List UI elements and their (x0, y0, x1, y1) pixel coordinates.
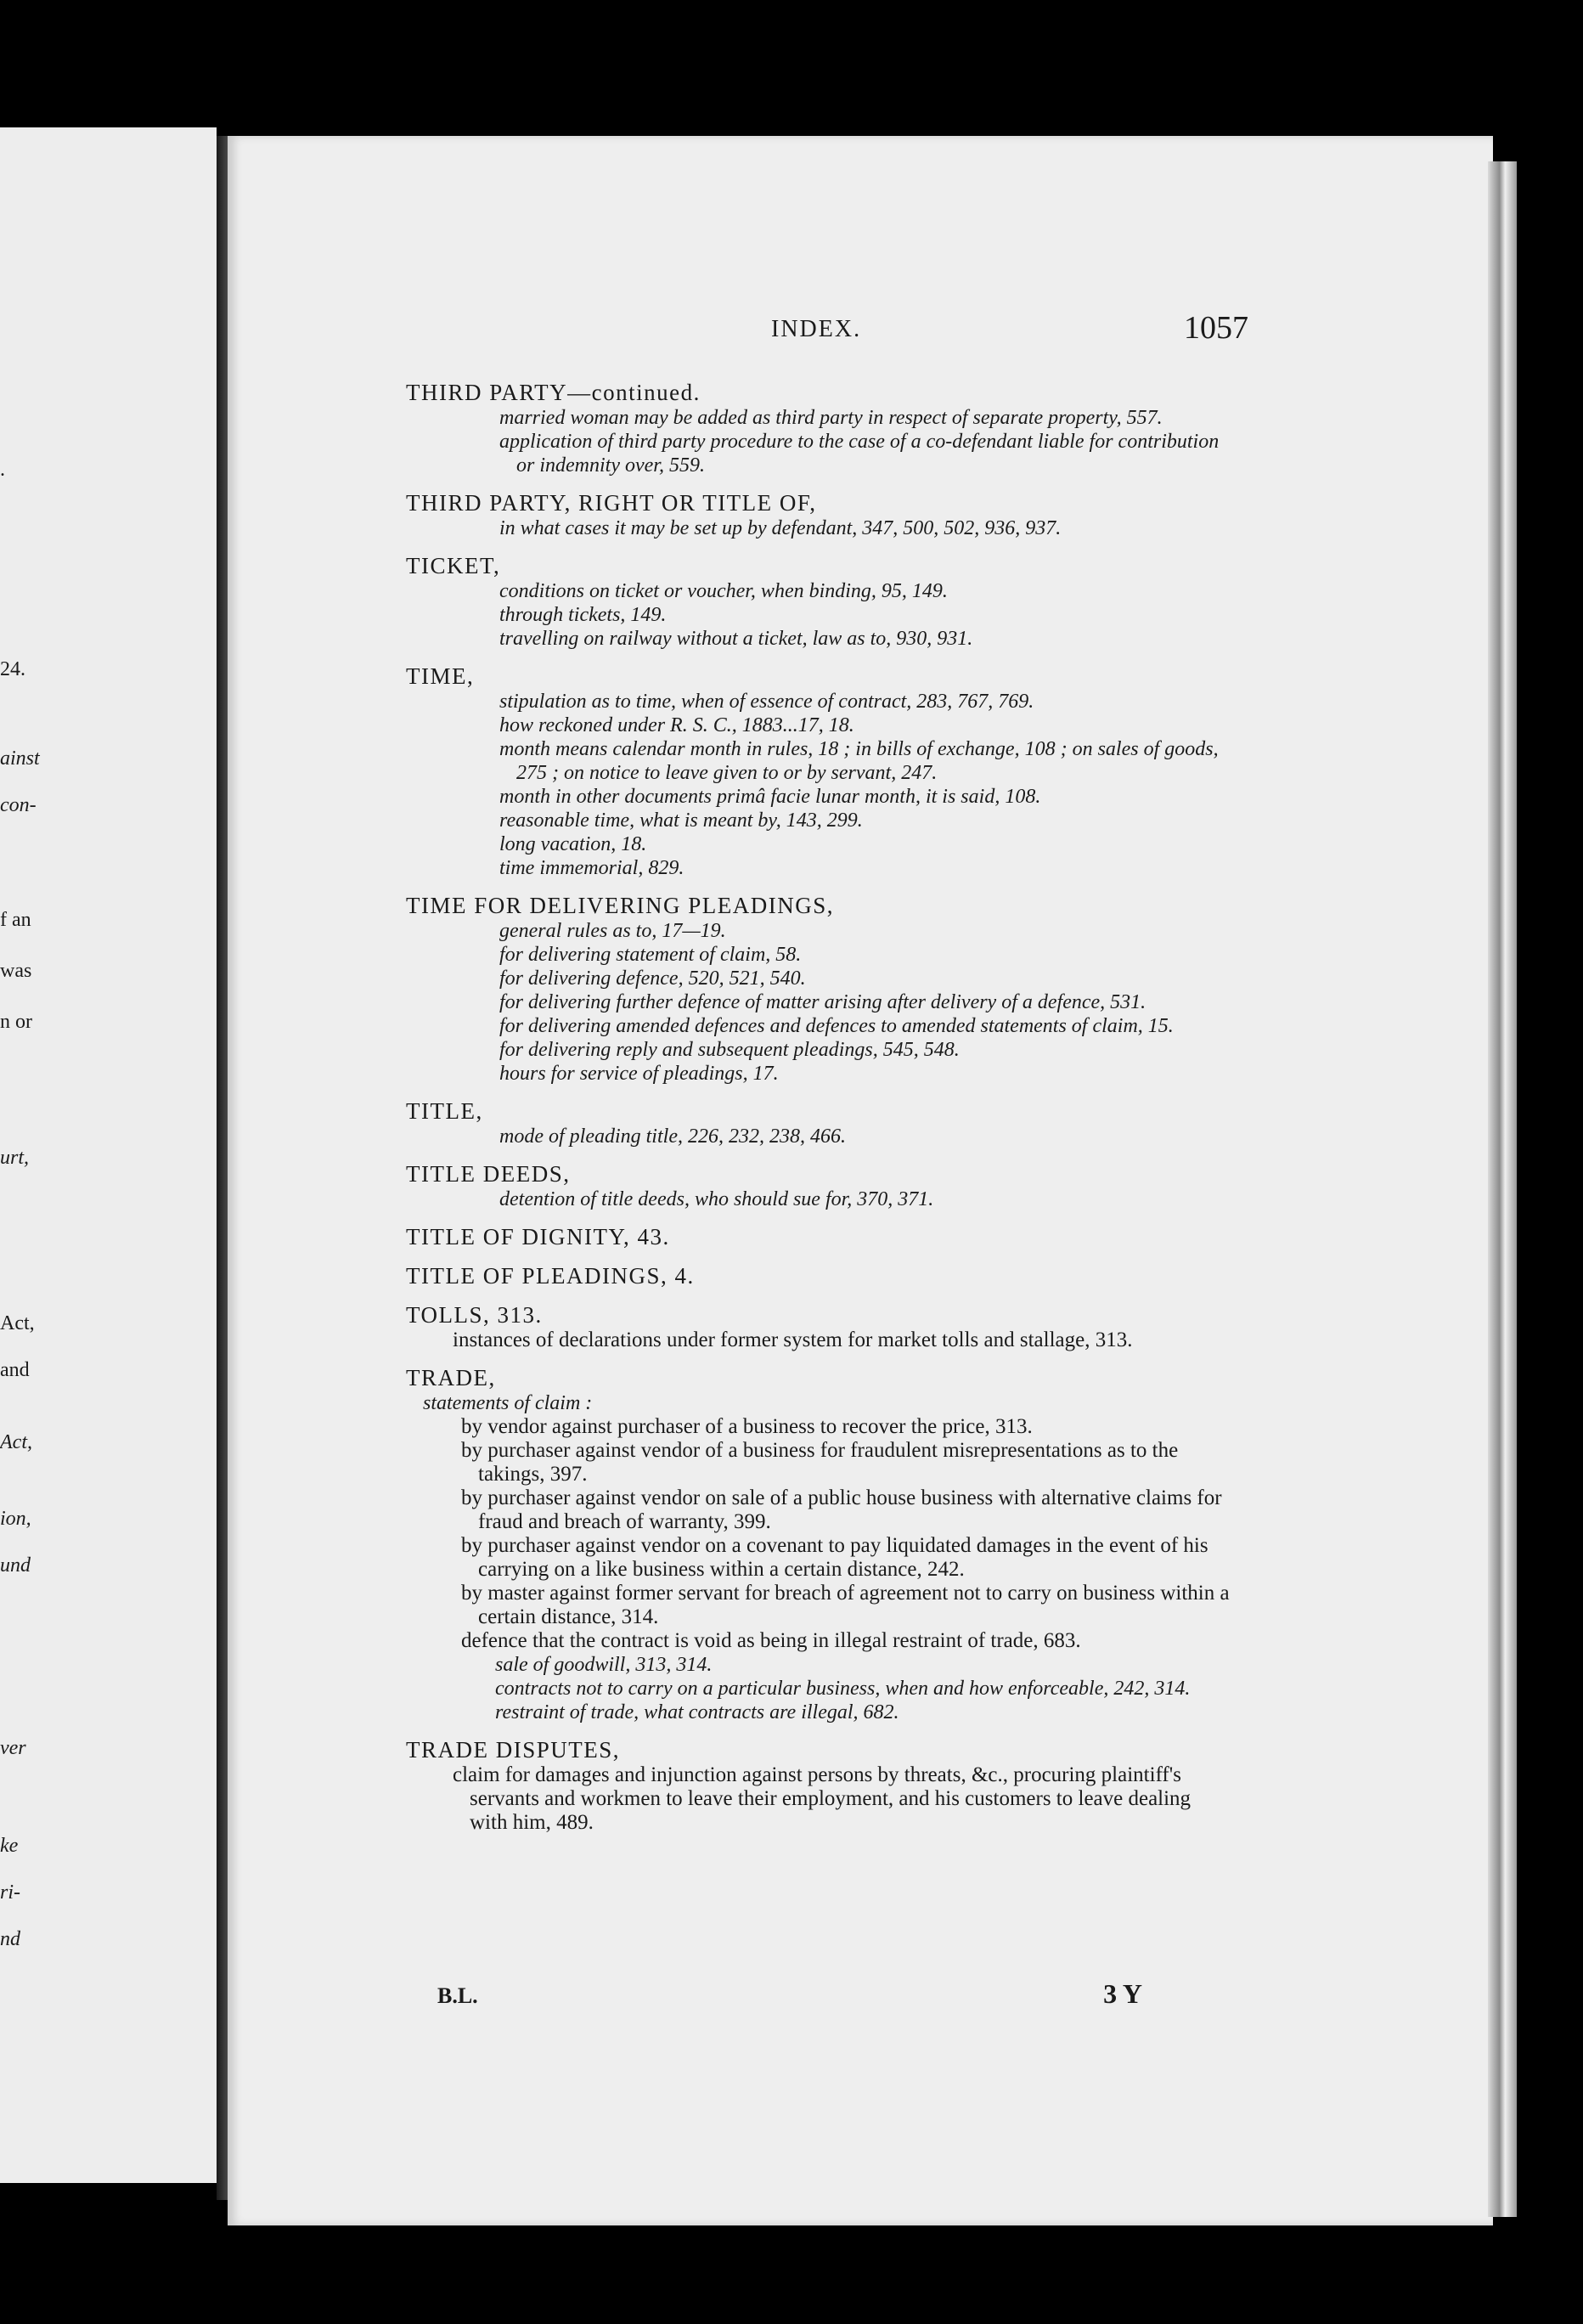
index-entry-time-for-pleadings (406, 892, 1230, 1086)
sub-entry: detention of title deeds, who should sue for, 370, 371. (499, 1188, 934, 1210)
index-entry-trade (406, 1364, 1230, 1724)
left-page-fragment: ver (0, 1737, 26, 1759)
sub-entry: married woman may be added as third party in respect of separate property, 557. (499, 407, 1163, 429)
index-entry-ticket (406, 552, 1230, 651)
running-header (406, 310, 1248, 367)
left-page-fragment: ke (0, 1835, 19, 1857)
index-content (406, 310, 1248, 1835)
sub-entry: instances of declarations under former system for market tolls and stallage, 313. (453, 1328, 1133, 1351)
sub-entry: contracts not to carry on a particular business, when and how enforceable, 242, 314. (495, 1678, 1191, 1700)
entry-heading: TITLE DEEDS, (406, 1161, 571, 1187)
sub-entry: through tickets, 149. (499, 604, 667, 626)
entry-heading: THIRD PARTY—continued. (406, 380, 701, 405)
entry-heading: TITLE OF DIGNITY, 43. (406, 1224, 670, 1249)
left-page-fragment: . (0, 459, 5, 481)
index-entry-title-of-pleadings (406, 1262, 1230, 1289)
sub-entry: time immemorial, 829. (499, 857, 684, 879)
gathering-mark: 3 Y (1103, 1978, 1142, 2009)
index-entry-title (406, 1097, 1230, 1148)
left-page-fragment: ainst (0, 747, 40, 770)
left-page-fragment: Act, (0, 1312, 35, 1334)
entry-heading: TIME FOR DELIVERING PLEADINGS, (406, 893, 834, 918)
sub-entry: for delivering amended defences and defences to amended statements of claim, 15. (499, 1015, 1174, 1037)
left-page-fragment: ion, (0, 1508, 31, 1530)
sub-entry: month means calendar month in rules, 18 ; in bills of exchange, 108 ; on sales of goods, 275 ; on notice to leave given to or by servant, 247. (499, 738, 1219, 784)
index-entry-third-party (406, 379, 1230, 477)
left-page-fragment: 24. (0, 658, 25, 680)
left-page-fragment: n or (0, 1011, 32, 1033)
left-page-fragment: Act, (0, 1431, 32, 1453)
sub-entry: mode of pleading title, 226, 232, 238, 466. (499, 1125, 846, 1148)
entry-heading: TICKET, (406, 553, 501, 578)
sub-entry: how reckoned under R. S. C., 1883...17, 18. (499, 714, 854, 736)
sub-entry: by purchaser against vendor of a business for fraudulent misrepresentations as to the takings, 397. (461, 1439, 1179, 1486)
sub-entry: for delivering statement of claim, 58. (499, 944, 802, 966)
left-page-fragment: nd (0, 1928, 20, 1950)
sub-entry: travelling on railway without a ticket, law as to, 930, 931. (499, 628, 973, 650)
sub-entry: by purchaser against vendor on sale of a public house business with alternative claims for fraud and breach of warranty, 399. (461, 1486, 1222, 1533)
left-page-fragment: urt, (0, 1147, 30, 1169)
sub-heading: statements of claim : (423, 1392, 593, 1414)
entry-heading: TRADE DISPUTES, (406, 1737, 621, 1763)
left-page-fragment: and (0, 1359, 30, 1381)
entry-heading: THIRD PARTY, RIGHT OR TITLE OF, (406, 490, 817, 516)
sub-entry: by purchaser against vendor on a covenant to pay liquidated damages in the event of his carrying on a like business within a certain distance, 242. (461, 1534, 1208, 1581)
left-facing-page (0, 127, 217, 2183)
sub-entry: for delivering reply and subsequent pleadings, 545, 548. (499, 1039, 960, 1061)
entry-heading: TIME, (406, 663, 475, 689)
sub-entry: conditions on ticket or voucher, when binding, 95, 149. (499, 580, 948, 602)
sub-entry: in what cases it may be set up by defendant, 347, 500, 502, 936, 937. (499, 517, 1062, 539)
sub-entry: sale of goodwill, 313, 314. (495, 1654, 713, 1676)
left-page-fragment: ri- (0, 1881, 20, 1904)
sub-entry: reasonable time, what is meant by, 143, 299. (499, 809, 863, 832)
entry-heading: TITLE OF PLEADINGS, 4. (406, 1263, 695, 1289)
sub-entry: by master against former servant for breach of agreement not to carry on business within a certain distance, 314. (461, 1582, 1230, 1628)
sub-entry: general rules as to, 17—19. (499, 920, 726, 942)
sub-entry: by vendor against purchaser of a business to recover the price, 313. (461, 1415, 1033, 1438)
left-page-fragment: und (0, 1554, 31, 1577)
sub-entry: month in other documents primâ facie lunar month, it is said, 108. (499, 786, 1041, 808)
sub-entry: for delivering defence, 520, 521, 540. (499, 967, 806, 990)
sub-entry: stipulation as to time, when of essence of contract, 283, 767, 769. (499, 691, 1034, 713)
header-title: INDEX. (771, 316, 862, 342)
entry-heading: TITLE, (406, 1098, 483, 1124)
sub-entry: for delivering further defence of matter arising after delivery of a defence, 531. (499, 991, 1146, 1013)
index-entry-third-party-right (406, 489, 1230, 540)
index-entry-title-deeds (406, 1160, 1230, 1211)
sub-entry: restraint of trade, what contracts are illegal, 682. (495, 1701, 899, 1723)
index-entry-tolls (406, 1301, 1230, 1352)
sub-entry: application of third party procedure to the case of a co-defendant liable for contribution or indemnity over, 559. (499, 431, 1220, 477)
signature-mark: B.L. (437, 1983, 478, 2008)
sub-entry: hours for service of pleadings, 17. (499, 1063, 779, 1085)
index-entry-trade-disputes (406, 1736, 1230, 1835)
entry-heading: TOLLS, 313. (406, 1302, 543, 1328)
page-edge-stack (1488, 161, 1517, 2217)
sub-entry: long vacation, 18. (499, 833, 647, 855)
left-page-fragment: con- (0, 794, 37, 816)
left-page-fragment: was (0, 960, 32, 982)
index-entry-title-of-dignity (406, 1223, 1230, 1250)
entry-heading: TRADE, (406, 1365, 496, 1390)
left-page-fragment: f an (0, 909, 31, 931)
index-entry-time (406, 663, 1230, 880)
sub-entry: claim for damages and injunction against persons by threats, &c., procuring plaintiff's servants and workmen to leave their employment, and his customers to leave dealing with him, 489. (453, 1763, 1191, 1834)
page-number: 1057 (1184, 310, 1248, 346)
sub-entry: defence that the contract is void as being in illegal restraint of trade, 683. (461, 1629, 1081, 1652)
